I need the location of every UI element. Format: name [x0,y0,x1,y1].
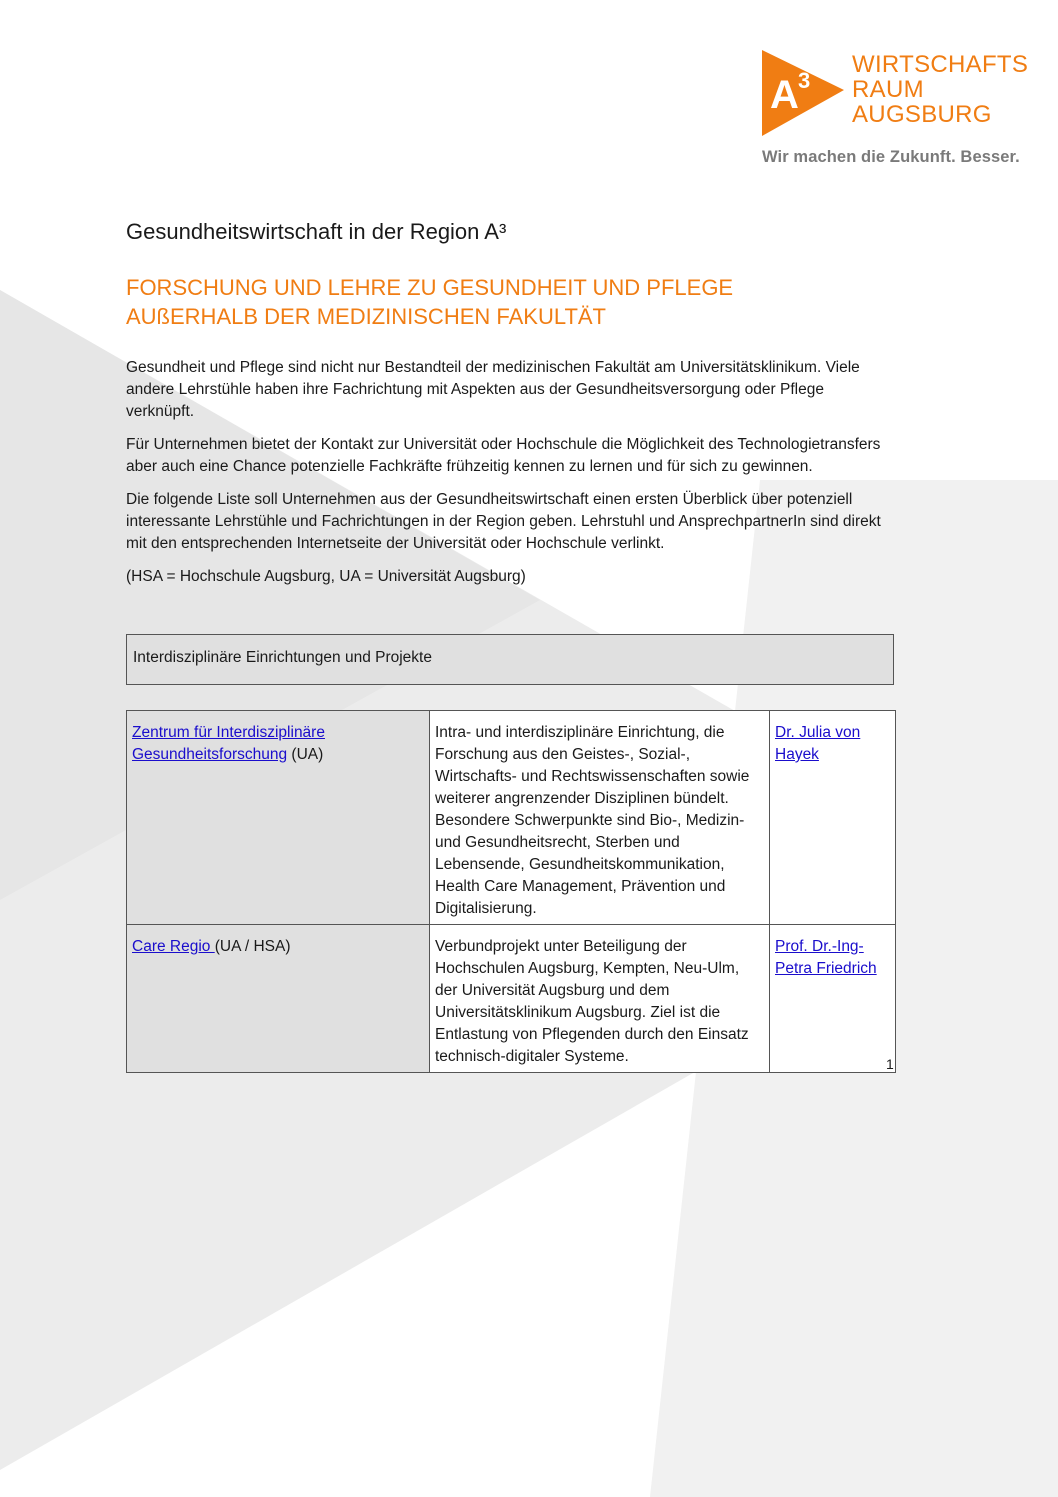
institution-link[interactable]: Zentrum für Interdisziplinäre Gesundheitsforschung [132,724,325,763]
section-header [126,634,894,685]
contact-cell [770,925,896,1073]
overview-paragraph: Die folgende Liste soll Unternehmen aus der Gesundheitswirtschaft einen ersten Überblick über potenziell interessante Lehrstühle und Fachrichtungen in der Region geben. Lehrstuhl und AnsprechpartnerIn sind direkt mit den entsprechenden Internetseite der Universität oder Hochschule verlinkt. [126,491,881,552]
svg-text:A: A [770,73,799,117]
subtitle-line-1: FORSCHUNG UND LEHRE ZU GESUNDHEIT UND PFLEGE [126,275,734,300]
page-number: 1 [886,1056,894,1072]
intro-paragraph: Gesundheit und Pflege sind nicht nur Bestandteil der medizinischen Fakultät am Universitätsklinikum. Viele andere Lehrstühle haben ihre Fachrichtung mit Aspekten aus der Gesundheitsversorgung oder Pflege verknüpft. [126,359,860,420]
company-logo[interactable] [760,46,1029,176]
institution-name-cell [127,711,430,925]
institutions-table [126,710,896,1073]
institution-description: Intra- und interdisziplinäre Einrichtung, die Forschung aus den Geistes-, Sozial-, Wirtschafts- und Rechtswissenschaften sowie weiterer angrenzender Disziplinen bündelt. Besondere Schwerpunkte sind Bio-, Medizin- und Gesundheitsrecht, Sterben und Lebensende, Gesundheitskommunikation, Health Care Management, Prävention und Digitalisierung. [430,711,770,925]
logo-word-wirtschafts: WIRTSCHAFTS [852,51,1029,78]
contact-cell [770,711,896,925]
a3-logo-mark-icon [760,46,848,138]
contact-link[interactable]: Prof. Dr.-Ing-Petra Friedrich [775,938,877,977]
logo-tagline: Wir machen die Zukunft. Besser. [762,148,1020,166]
subtitle-line-2: AUßERHALB DER MEDIZINISCHEN FAKULTÄT [126,304,606,329]
institution-affiliation: (UA / HSA) [214,938,291,955]
section-title: Interdisziplinäre Einrichtungen und Projekte [133,649,432,666]
institution-affiliation: (UA) [287,746,324,763]
technology-transfer-paragraph: Für Unternehmen bietet der Kontakt zur Universität oder Hochschule die Möglichkeit des Technologietransfers aber auch eine Chance potenzielle Fachkräfte frühzeitig kennen zu lernen und für sich zu gewinnen. [126,436,881,475]
svg-text:3: 3 [798,68,811,93]
institution-name-cell [127,925,430,1073]
document-title: Gesundheitswirtschaft in der Region A³ [126,219,507,244]
table-row [127,711,896,925]
logo-word-raum: RAUM [852,76,924,103]
institution-description: Verbundprojekt unter Beteiligung der Hochschulen Augsburg, Kempten, Neu-Ulm, der Universität Augsburg und dem Universitätsklinikum Augsburg. Ziel ist die Entlastung von Pflegenden durch den Einsatz technisch-digitaler Systeme. [430,925,770,1073]
document-subtitle [126,273,733,331]
logo-word-augsburg: AUGSBURG [852,101,992,128]
institution-link[interactable]: Care Regio [132,938,215,955]
abbreviations-paragraph: (HSA = Hochschule Augsburg, UA = Universität Augsburg) [126,568,526,585]
contact-link[interactable]: Dr. Julia von Hayek [775,724,861,763]
table-row [127,925,896,1073]
